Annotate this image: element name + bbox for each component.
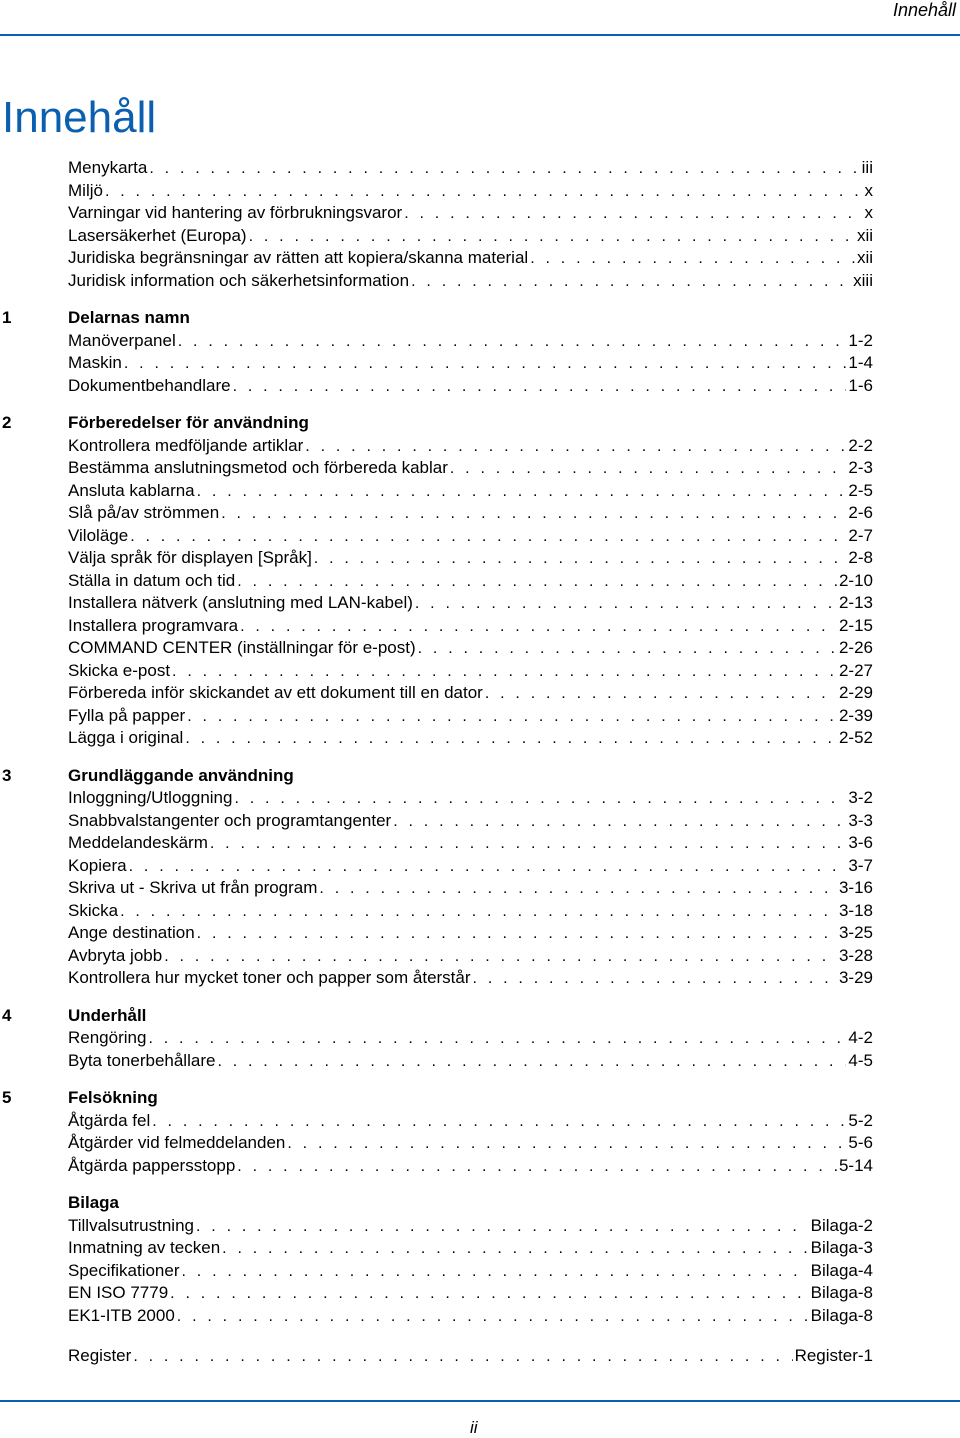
running-header-title: Innehåll (892, 0, 956, 20)
toc-entry-page: 2-2 (848, 435, 873, 455)
dot-leader (148, 1028, 846, 1050)
toc-entry[interactable] (68, 1155, 873, 1177)
toc-entry-title: Skriva ut - Skriva ut från program (68, 878, 318, 897)
section-number: 5 (2, 1088, 12, 1107)
dot-leader (182, 1261, 809, 1283)
toc-entry[interactable] (68, 660, 873, 682)
section-number: 1 (2, 308, 12, 327)
dot-leader (124, 353, 847, 375)
dot-leader (319, 878, 837, 900)
section-title: Bilaga (68, 1193, 120, 1212)
toc-entry-title: Miljö (68, 180, 103, 200)
dot-leader (120, 901, 837, 923)
toc-entry-title: Skicka e-post (68, 660, 171, 680)
dot-leader (197, 923, 837, 945)
dot-leader (237, 1156, 837, 1178)
toc-entry-title: Förbereda inför skickandet av ett dokument till en dator (68, 683, 483, 702)
dot-leader (149, 158, 859, 180)
toc-entry-page: 4-5 (848, 1050, 873, 1070)
dot-leader (404, 203, 862, 225)
toc-entry-title: Specifikationer (68, 1260, 180, 1280)
dot-leader (415, 593, 837, 615)
toc-entry-page: 3-18 (838, 900, 873, 920)
toc-entry-title: Dokumentbehandlare (68, 375, 231, 395)
section-title: Delarnas namn (68, 308, 190, 327)
toc-entry-page: 5-2 (848, 1110, 873, 1130)
toc-entry[interactable] (68, 157, 873, 179)
toc-entry[interactable] (68, 1110, 873, 1132)
toc-entry[interactable] (68, 180, 873, 202)
toc-entry-title: Åtgärda pappersstopp (68, 1155, 236, 1175)
toc-entry[interactable] (68, 1215, 873, 1237)
toc-entry-page: 4-2 (848, 1028, 873, 1047)
dot-leader (485, 683, 837, 705)
toc-entry-title: Register (68, 1346, 132, 1365)
dot-leader (187, 706, 837, 728)
toc-entry-title: Ange destination (68, 923, 195, 942)
dot-leader (287, 1133, 846, 1155)
toc-entry[interactable] (68, 1345, 873, 1367)
dot-leader (222, 1238, 808, 1260)
dot-leader (411, 271, 851, 293)
toc-entry[interactable] (68, 375, 873, 397)
dot-leader (170, 1283, 808, 1305)
toc-entry-title: Byta tonerbehållare (68, 1050, 216, 1070)
page-title: Innehåll (2, 93, 157, 143)
dot-leader (178, 331, 847, 353)
toc-entry-page: Bilaga-4 (810, 1260, 873, 1280)
toc-entry-page: 2-15 (838, 615, 873, 635)
toc-entry[interactable] (68, 547, 873, 569)
dot-leader (177, 1306, 809, 1328)
toc-entry-title: EN ISO 7779 (68, 1283, 169, 1302)
toc-entry-title: Lägga i original (68, 728, 184, 747)
toc-entry[interactable] (68, 637, 873, 659)
toc-entry-page: 2-10 (838, 570, 873, 590)
toc-entry-title: Juridiska begränsningar av rätten att kopiera/skanna material (68, 248, 529, 267)
toc-entry[interactable] (68, 502, 873, 524)
toc-entry-page: xii (856, 225, 873, 245)
toc-entry-title: Kontrollera medföljande artiklar (68, 435, 304, 455)
toc-entry[interactable] (68, 945, 873, 967)
dot-leader (129, 856, 847, 878)
toc-entry-title: Rengöring (68, 1028, 147, 1047)
toc-entry-title: Snabbvalstangenter och programtangenter (68, 810, 392, 830)
toc-entry-page: 2-52 (838, 728, 873, 747)
toc-entry[interactable] (68, 225, 873, 247)
toc-entry[interactable] (68, 615, 873, 637)
footer-divider (0, 1400, 960, 1402)
dot-leader (133, 1346, 792, 1368)
toc-entry-page: 1-2 (848, 330, 873, 350)
dot-leader (473, 968, 837, 990)
toc-entry-page: xii (856, 248, 873, 267)
toc-entry-page: 2-13 (838, 593, 873, 612)
section-heading (0, 412, 960, 434)
toc-entry-title: Maskin (68, 353, 122, 372)
toc-entry-page: 1-4 (848, 353, 873, 372)
toc-entry-page: x (864, 203, 873, 222)
dot-leader (233, 376, 847, 398)
toc-entry-title: Viloläge (68, 525, 129, 545)
dot-leader (530, 248, 855, 270)
toc-entry[interactable] (68, 682, 873, 704)
toc-entry-title: Fylla på papper (68, 705, 186, 725)
section-number: 4 (2, 1005, 12, 1025)
dot-leader (418, 638, 837, 660)
toc-entry[interactable] (68, 1282, 873, 1304)
toc-entry-page: 2-26 (838, 638, 873, 657)
toc-entry[interactable] (68, 967, 873, 989)
section-heading (0, 765, 960, 787)
toc-entry[interactable] (68, 855, 873, 877)
toc-entry-page: 3-2 (848, 788, 873, 807)
dot-leader (152, 1111, 846, 1133)
toc-entry[interactable] (68, 1260, 873, 1282)
toc-entry-title: Åtgärda fel (68, 1110, 151, 1130)
toc-entry[interactable] (68, 202, 873, 224)
toc-entry[interactable] (68, 727, 873, 749)
dot-leader (234, 788, 846, 810)
toc-entry[interactable] (68, 810, 873, 832)
toc-entry[interactable] (68, 922, 873, 944)
dot-leader (172, 661, 837, 683)
dot-leader (196, 1216, 809, 1238)
toc-entry-page: 3-16 (838, 878, 873, 897)
toc-entry[interactable] (68, 900, 873, 922)
header-divider (0, 34, 960, 36)
toc-entry[interactable] (68, 352, 873, 374)
toc-entry-page: x (864, 180, 873, 200)
toc-entry[interactable] (68, 435, 873, 457)
toc-entry[interactable] (68, 1305, 873, 1327)
toc-entry[interactable] (68, 247, 873, 269)
toc-entry-title: Menykarta (68, 158, 148, 177)
toc-entry-page: 2-7 (848, 525, 873, 545)
toc-entry[interactable] (68, 877, 873, 899)
dot-leader (450, 458, 847, 480)
toc-entry-title: COMMAND CENTER (inställningar för e-post) (68, 638, 416, 657)
toc-entry-title: Åtgärder vid felmeddelanden (68, 1133, 286, 1152)
toc-entry-title: Installera nätverk (anslutning med LAN-kabel) (68, 593, 413, 612)
toc-entry-page: 3-25 (838, 923, 873, 942)
toc-entry-page: 3-7 (848, 855, 873, 875)
toc-entry-title: Tillvalsutrustning (68, 1215, 194, 1235)
toc-entry-page: 2-27 (838, 660, 873, 680)
toc-entry-page: 3-3 (848, 810, 873, 830)
toc-entry-title: Ansluta kablarna (68, 480, 195, 500)
toc-entry[interactable] (68, 1050, 873, 1072)
toc-entry-page: 3-6 (848, 833, 873, 852)
dot-leader (197, 481, 847, 503)
toc-entry-page: 3-28 (838, 945, 873, 965)
toc-entry-page: xiii (853, 270, 873, 290)
toc-entry-page: iii (861, 158, 873, 177)
toc-entry-title: Kontrollera hur mycket toner och papper som återstår (68, 968, 471, 987)
toc-entry-title: Ställa in datum och tid (68, 570, 236, 590)
section-heading (0, 1192, 960, 1214)
dot-leader (305, 436, 846, 458)
toc-entry[interactable] (68, 330, 873, 352)
toc-entry[interactable] (68, 457, 873, 479)
section-title: Grundläggande användning (68, 765, 294, 785)
dot-leader (164, 946, 837, 968)
dot-leader (249, 226, 855, 248)
toc-entry-page: 5-6 (848, 1133, 873, 1152)
section-title: Felsökning (68, 1088, 158, 1107)
toc-entry-page: 2-29 (838, 683, 873, 702)
toc-entry-page: 1-6 (848, 375, 873, 395)
toc-entry[interactable] (68, 570, 873, 592)
toc-entry[interactable] (68, 787, 873, 809)
toc-entry[interactable] (68, 705, 873, 727)
toc-entry-page: 2-8 (848, 548, 873, 567)
dot-leader (210, 833, 847, 855)
toc-entry-title: Kopiera (68, 855, 127, 875)
toc-entry[interactable] (68, 480, 873, 502)
dot-leader (393, 811, 846, 833)
dot-leader (221, 503, 846, 525)
toc-entry[interactable] (68, 525, 873, 547)
toc-entry-title: Lasersäkerhet (Europa) (68, 225, 247, 245)
toc-entry-title: Varningar vid hantering av förbrukningsvaror (68, 203, 403, 222)
section-title: Underhåll (68, 1005, 147, 1025)
toc-entry[interactable] (68, 1132, 873, 1154)
toc-entry-title: Bestämma anslutningsmetod och förbereda kablar (68, 458, 448, 477)
toc-entry-page: Bilaga-3 (810, 1238, 873, 1257)
section-heading (0, 307, 960, 329)
toc-entry-title: Meddelandeskärm (68, 833, 208, 852)
dot-leader (217, 1051, 846, 1073)
toc-entry-title: Manöverpanel (68, 330, 176, 350)
section-heading (0, 1005, 960, 1027)
toc-entry-page: 3-29 (838, 968, 873, 987)
toc-entry-page: Bilaga-8 (810, 1283, 873, 1302)
section-number: 3 (2, 765, 12, 785)
toc-entry[interactable] (68, 1027, 873, 1049)
section-number: 2 (2, 413, 12, 432)
toc-entry-page: Bilaga-8 (810, 1305, 873, 1325)
toc-entry-page: Register-1 (794, 1346, 873, 1365)
toc-entry-page: 2-6 (848, 503, 873, 522)
dot-leader (237, 571, 837, 593)
toc-entry-title: EK1-ITB 2000 (68, 1305, 175, 1325)
toc-entry-title: Juridisk information och säkerhetsinformation (68, 270, 410, 290)
dot-leader (130, 526, 846, 548)
dot-leader (185, 728, 837, 750)
dot-leader (240, 616, 837, 638)
section-heading (0, 1087, 960, 1109)
toc-entry[interactable] (68, 832, 873, 854)
toc-entry-title: Slå på/av strömmen (68, 503, 220, 522)
toc-entry-title: Inloggning/Utloggning (68, 788, 233, 807)
toc-entry-title: Avbryta jobb (68, 945, 163, 965)
toc-entry-page: 2-39 (838, 705, 873, 725)
toc-entry[interactable] (68, 1237, 873, 1259)
toc-entry-page: 2-3 (848, 458, 873, 477)
toc-entry-title: Inmatning av tecken (68, 1238, 221, 1257)
toc-entry-page: 2-5 (848, 480, 873, 500)
dot-leader (314, 548, 847, 570)
toc-entry-page: 5-14 (838, 1155, 873, 1175)
page-number: ii (470, 1418, 478, 1437)
toc-entry[interactable] (68, 592, 873, 614)
dot-leader (105, 181, 863, 203)
toc-entry-title: Välja språk för displayen [Språk] (68, 548, 312, 567)
section-title: Förberedelser för användning (68, 413, 309, 432)
toc-entry-title: Skicka (68, 900, 119, 920)
toc-entry-page: Bilaga-2 (810, 1215, 873, 1235)
toc-entry-title: Installera programvara (68, 615, 239, 635)
toc-entry[interactable] (68, 270, 873, 292)
